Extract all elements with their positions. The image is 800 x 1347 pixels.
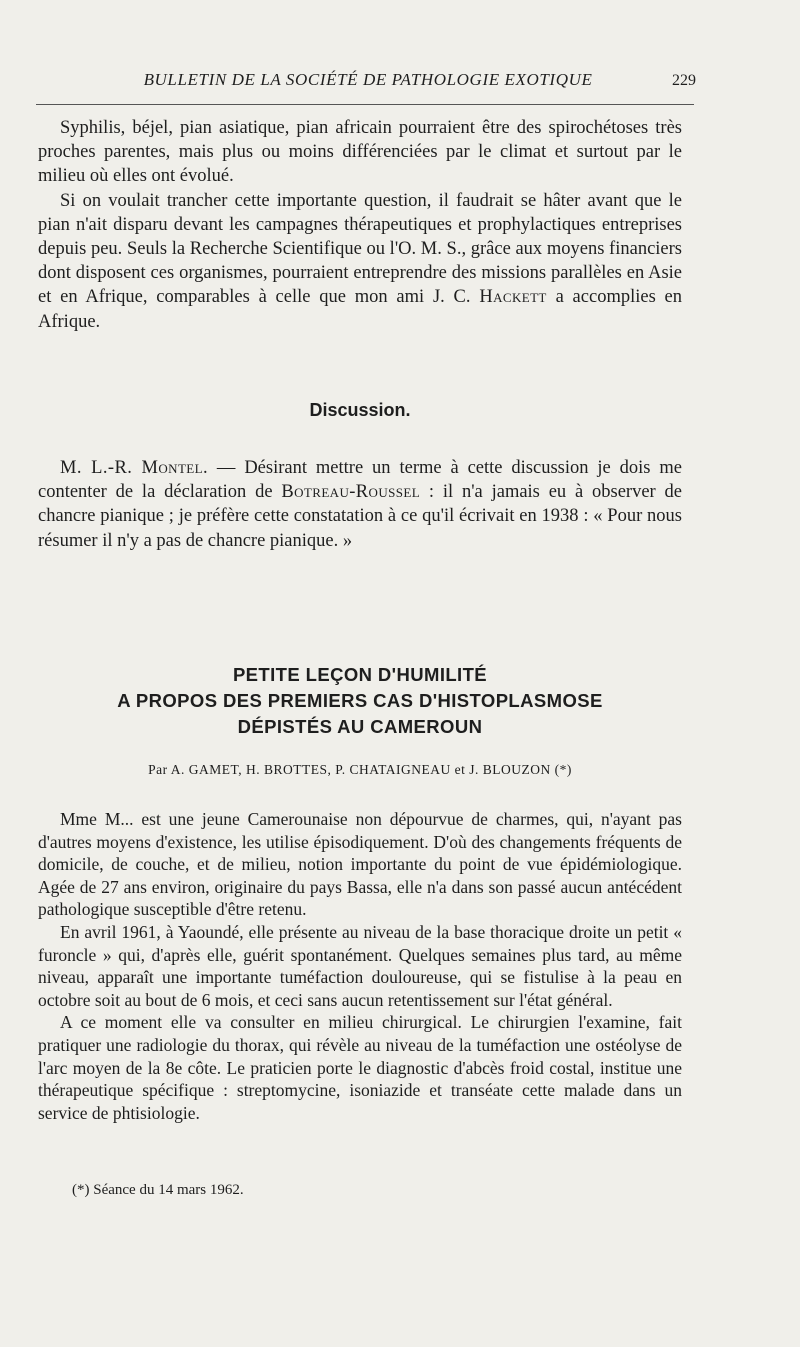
discussion-text-a: — Désirant mettre un terme à cette discussion je dois me contenter de la déclaration de — [38, 458, 683, 503]
discussion-heading: Discussion. — [309, 400, 411, 420]
discussion-text — [38, 456, 682, 553]
paragraph-tail: a accomplies en Afrique. — [38, 287, 683, 332]
footnote: (*) Séance du 14 mars 1962. — [72, 1182, 244, 1198]
paragraph: Syphilis, béjel, pian asiatique, pian africain pourraient être des spirochétoses très proches parentes, mais plus ou moins différenciées par le climat et surtout par le milieu où elles ont évolué. — [38, 118, 682, 187]
paragraph: En avril 1961, à Yaoundé, elle présente au niveau de la base thoracique droite un petit « furoncle » qui, d'après elle, guérit spontanément. Quelques semaines plus tard, au même niveau, apparaît une importante tuméfaction douloureuse, qui se fistulise à la peau en octobre soit au bout de 6 mois, et ceci sans aucun retentissement sur l'état général. — [38, 921, 682, 1010]
article-body — [38, 808, 682, 1124]
previous-article-text — [38, 116, 682, 334]
page-number: 229 — [672, 72, 696, 89]
title-line: DÉPISTÉS AU CAMEROUN — [237, 716, 483, 737]
speaker-name: M. L.-R. Montel. — [60, 458, 209, 478]
paragraph — [38, 189, 682, 334]
running-title: BULLETIN DE LA SOCIÉTÉ DE PATHOLOGIE EXOTIQUE — [143, 70, 593, 89]
discussion-paragraph — [38, 456, 682, 553]
discussion-text-b: : il n'a jamais eu à observer de chancre pianique ; je préfère cette constatation à ce qu'il écrivait en 1938 : « Pour nous résumer il n'y a pas de chancre pianique. » — [38, 482, 682, 551]
title-line: PETITE LEÇON D'HUMILITÉ — [232, 664, 488, 685]
title-line: A PROPOS DES PREMIERS CAS D'HISTOPLASMOSE — [117, 690, 603, 711]
author-ref: Hackett — [479, 287, 547, 308]
paragraph: Mme M... est une jeune Camerounaise non dépourvue de charmes, qui, n'ayant pas d'autres moyens d'existence, les utilise épisodiquement. D'où des changements fréquents de domicile, de couche, et de milieu, notion importante du point de vue épidémiologique. Agée de 27 ans environ, originaire du pays Bassa, elle n'a dans son passé aucun antécédent pathologique susceptible d'être retenu. — [38, 809, 682, 920]
article-title — [38, 662, 682, 740]
paragraph-text: Si on voulait trancher cette importante question, il faudrait se hâter avant que le pian n'ait disparu devant les campagnes thérapeutiques et prophylactiques entreprises depuis peu. Seuls la Recherche Scientifique ou l'O. M. S., grâce aux moyens financiers dont disposent ces organismes, pourraient entreprendre des missions parallèles en Asie et en Afrique, comparables à celle que mon ami J. C. — [38, 190, 682, 308]
header-rule — [36, 104, 694, 105]
article-authors: Par A. GAMET, H. BROTTES, P. CHATAIGNEAU et J. BLOUZON (*) — [148, 762, 572, 777]
paragraph: A ce moment elle va consulter en milieu chirurgical. Le chirurgien l'examine, fait pratiquer une radiologie du thorax, qui révèle au niveau de la tuméfaction une ostéolyse de l'arc moyen de la 8e côte. Le praticien porte le diagnostic d'abcès froid costal, institue une thérapeutique spécifique : streptomycine, isoniazide et transéate cette malade dans un service de phtisiologie. — [38, 1012, 682, 1123]
reference-name: Botreau-Roussel — [281, 482, 421, 503]
